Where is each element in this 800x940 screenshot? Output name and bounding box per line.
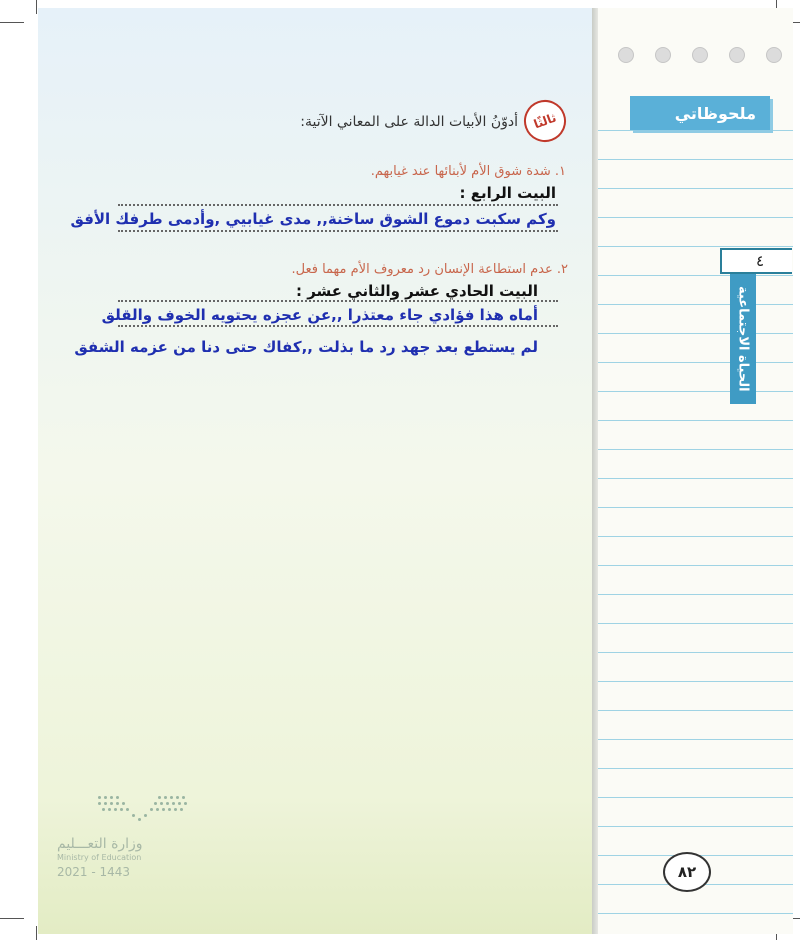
dotted-line: [118, 230, 558, 232]
edition-year: 2021 - 1443: [57, 865, 131, 879]
binder-hole-icon: [655, 47, 671, 63]
answer-1-line-1: وكم سكبت دموع الشوق ساخنة,, مدى غيابيي ,وأدمى طرفك الأفق: [70, 210, 556, 228]
page-number: ٨٢: [663, 852, 711, 892]
crop-mark: [36, 0, 37, 14]
binder-hole-icon: [618, 47, 634, 63]
answer-2-line-2: لم يستطع بعد جهد رد ما بذلت ,,كفاك حتى دنا من عزمه الشفق: [74, 338, 538, 356]
question-2: ٢. عدم استطاعة الإنسان رد معروف الأم مهما فعل.: [291, 262, 568, 277]
binder-hole-icon: [766, 47, 782, 63]
page-body: [38, 8, 592, 934]
unit-number: ٤: [755, 252, 764, 270]
answer-1-title: البيت الرابع :: [459, 184, 556, 202]
crop-mark: [0, 22, 24, 23]
question-1: ١. شدة شوق الأم لأبنائها عند غيابهم.: [370, 164, 566, 179]
ministry-name-en: Ministry of Education: [57, 853, 142, 862]
crop-mark: [36, 926, 37, 940]
binder-hole-icon: [692, 47, 708, 63]
notes-tab-label: ملحوظاتي: [674, 103, 756, 123]
section-badge: ثالثًا: [518, 94, 572, 148]
binder-hole-icon: [729, 47, 745, 63]
notes-tab: [630, 96, 770, 130]
unit-number-box: [720, 248, 792, 274]
unit-title: الحياة الاجتماعية: [735, 286, 751, 392]
section-heading: أدوّنُ الأبيات الدالة على المعاني الآتية:: [300, 114, 518, 130]
dotted-line: [118, 204, 558, 206]
dotted-line: [118, 325, 558, 327]
notes-lined-paper: [598, 8, 793, 934]
answer-2-title: البيت الحادي عشر والثاني عشر :: [295, 282, 538, 300]
crop-mark: [0, 918, 24, 919]
dotted-line: [118, 300, 558, 302]
unit-title-strip: [730, 274, 756, 404]
answer-2-line-1: أماه هذا فؤادي جاء معتذرا ,,عن عجزه يحتويه الخوف والقلق: [101, 306, 538, 324]
ministry-name-ar: وزارة التعـــليم: [57, 836, 143, 852]
